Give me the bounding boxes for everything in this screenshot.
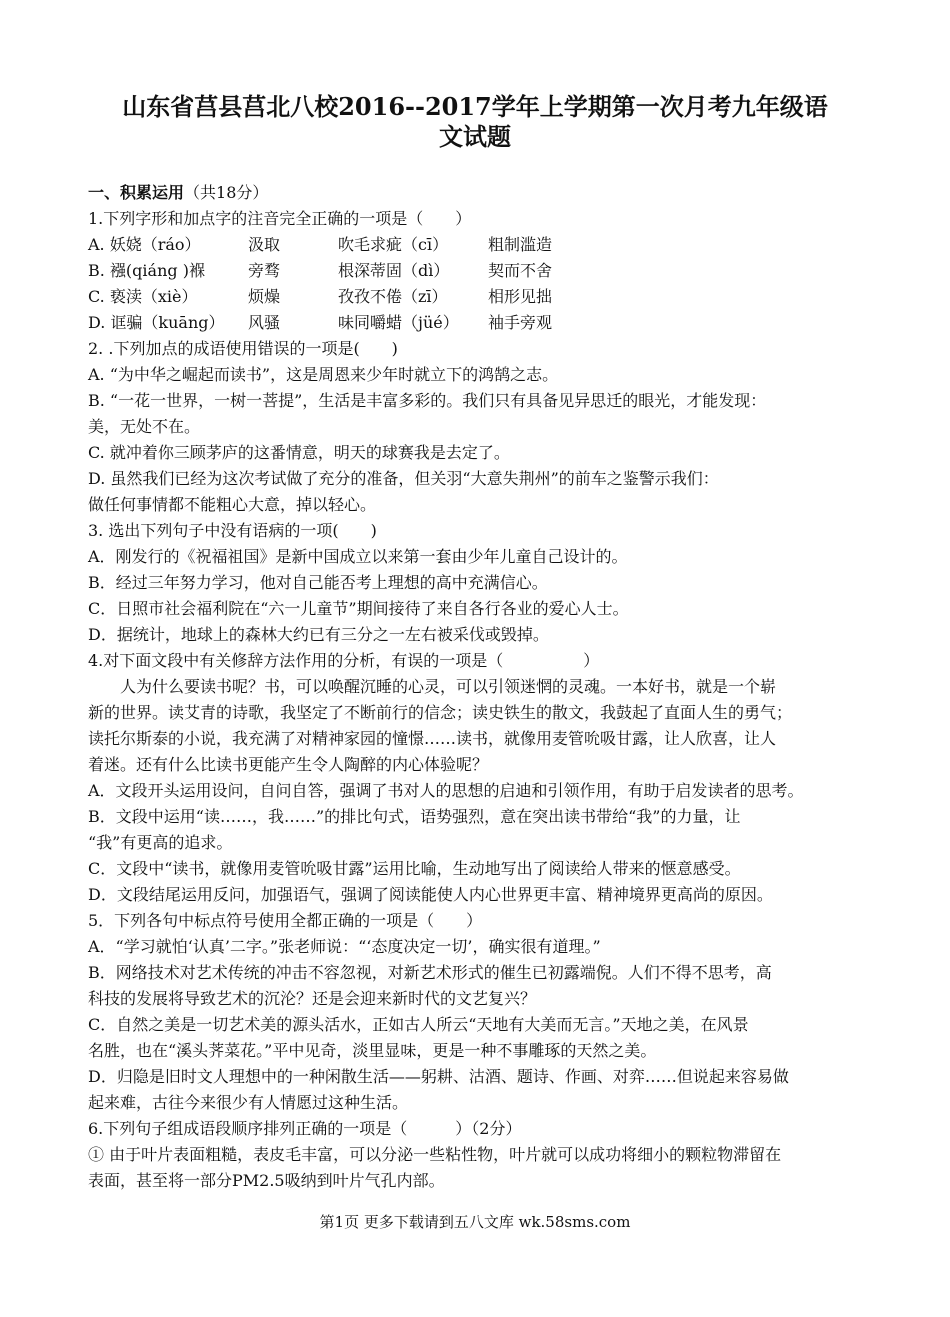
question-3-line: C．日照市社会福利院在“六一儿童节”期间接待了来自各行各业的爱心人士。 — [88, 599, 629, 618]
question-4-line: “我”有更高的追求。 — [88, 833, 233, 852]
question-5-line: C．自然之美是一切艺术美的源头活水，正如古人所云“天地有大美而无言。”天地之美，在风景 — [88, 1015, 749, 1034]
question-1-option-d — [88, 310, 878, 336]
option-b-word-2: 旁骛 — [248, 261, 281, 280]
section-heading — [88, 180, 878, 206]
question-4-passage-line: 着迷。还有什么比读书更能产生令人陶醉的内心体验呢？ — [88, 755, 489, 774]
option-b-word-4: 契而不舍 — [488, 261, 553, 280]
page-footer: 第1页 更多下载请到五八文库 wk.58sms.com — [319, 1213, 631, 1231]
question-4-passage-line: 新的世界。读艾青的诗歌，我坚定了不断前行的信念；读史铁生的散文，我鼓起了直面人生的勇气； — [88, 703, 793, 722]
question-3-line: A．刚发行的《祝福祖国》是新中国成立以来第一套由少年儿童自己设计的。 — [88, 547, 628, 566]
question-2-stem: 2. .下列加点的成语使用错误的一项是( ) — [88, 339, 398, 358]
exam-content — [88, 180, 878, 1194]
option-a-word-1: A. 妖娆（ráo） — [88, 235, 201, 254]
question-2-line: 美，无处不在。 — [88, 417, 201, 436]
option-a-word-4: 粗制滥造 — [488, 235, 553, 254]
question-2-line: 做任何事情都不能粗心大意，掉以轻心。 — [88, 495, 377, 514]
option-a-word-2: 汲取 — [248, 235, 281, 254]
question-4-passage-line: 人为什么要读书呢？书，可以唤醒沉睡的心灵，可以引领迷惘的灵魂。一本好书，就是一个崭 — [120, 677, 777, 696]
option-b-word-3: 根深蒂固（dì） — [338, 261, 450, 280]
question-5-line: D．归隐是旧时文人理想中的一种闲散生活——躬耕、沽酒、题诗、作画、对弈……但说起来容易做 — [88, 1067, 789, 1086]
question-4-line: B．文段中运用“读……，我……”的排比句式，语势强烈，意在突出读书带给“我”的力量，让 — [88, 807, 741, 826]
question-1-stem: 1.下列字形和加点字的注音完全正确的一项是（ ） — [88, 209, 472, 228]
exam-title-line-1: 山东省莒县莒北八校2016--2017学年上学期第一次月考九年级语 — [122, 92, 828, 121]
option-c-word-1: C. 亵渎（xiè） — [88, 287, 198, 306]
option-d-word-2: 风骚 — [248, 313, 281, 332]
option-b-word-1: B. 襁(qiáng )褓 — [88, 261, 205, 280]
question-2-line: D. 虽然我们已经为这次考试做了充分的准备，但关羽“大意失荆州”的前车之鉴警示我们： — [88, 469, 719, 488]
option-c-word-4: 相形见拙 — [488, 287, 553, 306]
exam-title-line-2: 文试题 — [439, 122, 511, 151]
question-6-line: 表面，甚至将一部分PM2.5吸纳到叶片气孔内部。 — [88, 1171, 445, 1190]
question-1-option-b — [88, 258, 878, 284]
option-d-word-4: 袖手旁观 — [488, 313, 553, 332]
section-score-note: （共18分） — [184, 183, 269, 202]
question-4-line: A．文段开头运用设问，自问自答，强调了书对人的思想的启迪和引领作用，有助于启发读者的思考。 — [88, 781, 804, 800]
question-3-line: B．经过三年努力学习，他对自己能否考上理想的高中充满信心。 — [88, 573, 548, 592]
exam-title — [60, 92, 890, 152]
option-d-word-1: D. 诓骗（kuāng） — [88, 313, 225, 332]
question-5-line: B．网络技术对艺术传统的冲击不容忽视，对新艺术形式的催生已初露端倪。人们不得不思考，高 — [88, 963, 772, 982]
question-4-passage-line: 读托尔斯泰的小说，我充满了对精神家园的憧憬……读书，就像用麦管吮吸甘露，让人欣喜，让人 — [88, 729, 777, 748]
option-c-word-3: 孜孜不倦（zī） — [338, 287, 448, 306]
question-2-line: C. 就冲着你三顾茅庐的这番情意，明天的球赛我是去定了。 — [88, 443, 510, 462]
question-5-line: 起来难，古往今来很少有人情愿过这种生活。 — [88, 1093, 409, 1112]
question-3-stem: 3. 选出下列句子中没有语病的一项( ) — [88, 521, 377, 540]
question-5-line: A．“学习就怕‘认真’二字。”张老师说：“‘态度决定一切’，确实很有道理。” — [88, 937, 601, 956]
question-4-stem: 4.对下面文段中有关修辞方法作用的分析，有误的一项是（ ） — [88, 651, 600, 670]
question-6-stem: 6.下列句子组成语段顺序排列正确的一项是（ ）（2分） — [88, 1119, 522, 1138]
question-5-line: 科技的发展将导致艺术的沉沦？还是会迎来新时代的文艺复兴？ — [88, 989, 537, 1008]
question-1-option-a — [88, 232, 878, 258]
option-d-word-3: 味同嚼蜡（jüé） — [338, 313, 459, 332]
question-5-stem: 5．下列各句中标点符号使用全都正确的一项是（ ） — [88, 911, 483, 930]
question-4-line: C．文段中“读书，就像用麦管吮吸甘露”运用比喻，生动地写出了阅读给人带来的惬意感受。 — [88, 859, 741, 878]
question-3-line: D．据统计，地球上的森林大约已有三分之一左右被采伐或毁掉。 — [88, 625, 549, 644]
option-c-word-2: 烦燥 — [248, 287, 281, 306]
option-a-word-3: 吹毛求疵（cī） — [338, 235, 449, 254]
question-2-line: B. “一花一世界，一树一菩提”，生活是丰富多彩的。我们只有具备见异思迁的眼光，才能发现： — [88, 391, 767, 410]
question-4-line: D．文段结尾运用反问，加强语气，强调了阅读能使人内心世界更丰富、精神境界更高尚的原因。 — [88, 885, 773, 904]
question-1-option-c — [88, 284, 878, 310]
question-5-line: 名胜，也在“溪头荠菜花。”平中见奇，淡里显味，更是一种不事雕琢的天然之美。 — [88, 1041, 657, 1060]
section-title: 一、积累运用 — [88, 183, 185, 202]
question-2-line: A. “为中华之崛起而读书”，这是周恩来少年时就立下的鸿鹄之志。 — [88, 365, 559, 384]
question-6-line: ① 由于叶片表面粗糙，表皮毛丰富，可以分泌一些粘性物，叶片就可以成功将细小的颗粒物滞留在 — [88, 1145, 782, 1164]
